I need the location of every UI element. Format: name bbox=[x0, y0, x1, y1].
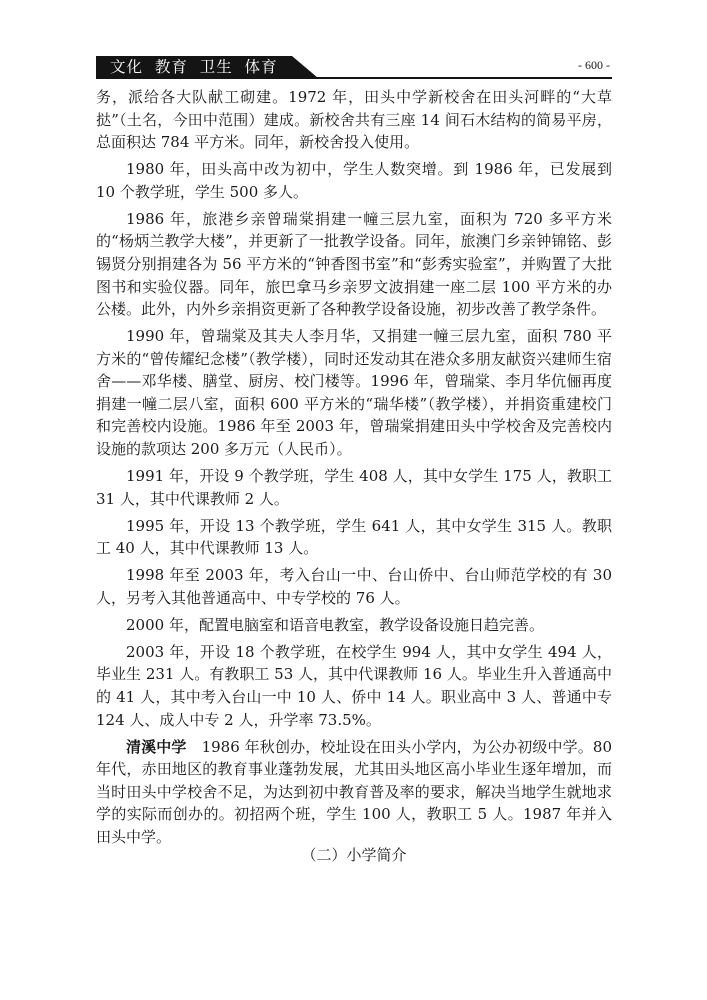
paragraph: 1980 年，田头高中改为初中，学生人数突增。到 1986 年，已发展到 10 个教学班，学生 500 多人。 bbox=[96, 160, 612, 201]
paragraph: 2000 年，配置电脑室和语音电教室，教学设备设施日趋完善。 bbox=[126, 615, 544, 634]
school-entry-text: 1986 年秋创办，校址设在田头小学内，为公办初级中学。80 年代，赤田地区的教育事业蓬勃发展，尤其田头地区高小毕业生逐年增加，而当时田头中学校舍不足，为达到初中教育普及率的要求，解决当地学生就地求学的实际而创办的。初招两个班，学生 100 人，教职工 5 人。1987 年并入田头中学。 bbox=[96, 737, 612, 846]
chapter-title: 文化 教育 卫生 体育 bbox=[110, 58, 278, 76]
header-rule bbox=[96, 77, 612, 79]
paragraph: 1998 年至 2003 年，考入台山一中、台山侨中、台山师范学校的有 30 人，另考入其他普通高中、中专学校的 76 人。 bbox=[96, 566, 612, 607]
body-text bbox=[96, 86, 612, 849]
school-entry bbox=[96, 736, 612, 849]
paragraph: 2003 年，开设 18 个教学班，在校学生 994 人，其中女学生 494 人，毕业生 231 人。有教职工 53 人，其中代课教师 16 人。毕业生升入普通高中的 41 人，其中考入台山一中 10 人、侨中 14 人。职业高中 3 人、普通中专 124 人、成人中专 2 人，升学率 73.5%。 bbox=[96, 642, 612, 729]
page-number: - 600 - bbox=[578, 58, 610, 72]
section-heading: （二）小学简介 bbox=[301, 846, 407, 864]
paragraph: 1995 年，开设 13 个教学班，学生 641 人，其中女学生 315 人。教职工 40 人，其中代课教师 13 人。 bbox=[96, 516, 612, 558]
paragraph: 1990 年，曾瑞棠及其夫人李月华，又捐建一幢三层九室，面积 780 平方米的“曾传耀纪念楼”（教学楼），同时还发动其在港众多朋友献资兴建师生宿舍——邓华楼、膳堂、厨房、校门楼等。1996 年，曾瑞棠、李月华伉俪再度捐建一幢二层八室，面积 600 平方米的“瑞华楼”（教学楼），并捐资重建校门和完善校内设施。1986 年至 2003 年，曾瑞棠捐建田头中学校舍及完善校内设施的款项达 200 多万元（人民币）。 bbox=[96, 327, 612, 459]
paragraph: 1986 年，旅港乡亲曾瑞棠捐建一幢三层九室，面积为 720 多平方米的“杨炳兰教学大楼”，并更新了一批教学设备。同年，旅澳门乡亲钟锦铭、彭锡贤分别捐建各为 56 平方米的“钟香图书室”和“彭秀实验室”，并购置了大批图书和实验仪器。同年，旅巴拿马乡亲罗文波捐建一座二层 100 平方米的办公楼。此外，内外乡亲捐资更新了各种教学设备设施，初步改善了教学条件。 bbox=[96, 209, 612, 319]
paragraph-continued: 务，派给各大队献工砌建。1972 年，田头中学新校舍在田头河畔的“大草挞”（土名，今田中范围）建成。新校舍共有三座 14 间石木结构的简易平房，总面积达 784 平方米。同年，新校舍投入使用。 bbox=[96, 88, 612, 152]
paragraph: 1991 年，开设 9 个教学班，学生 408 人，其中女学生 175 人，教职工 31 人，其中代课教师 2 人。 bbox=[96, 467, 612, 508]
school-name: 清溪中学 bbox=[126, 737, 187, 756]
page-header bbox=[96, 56, 612, 78]
